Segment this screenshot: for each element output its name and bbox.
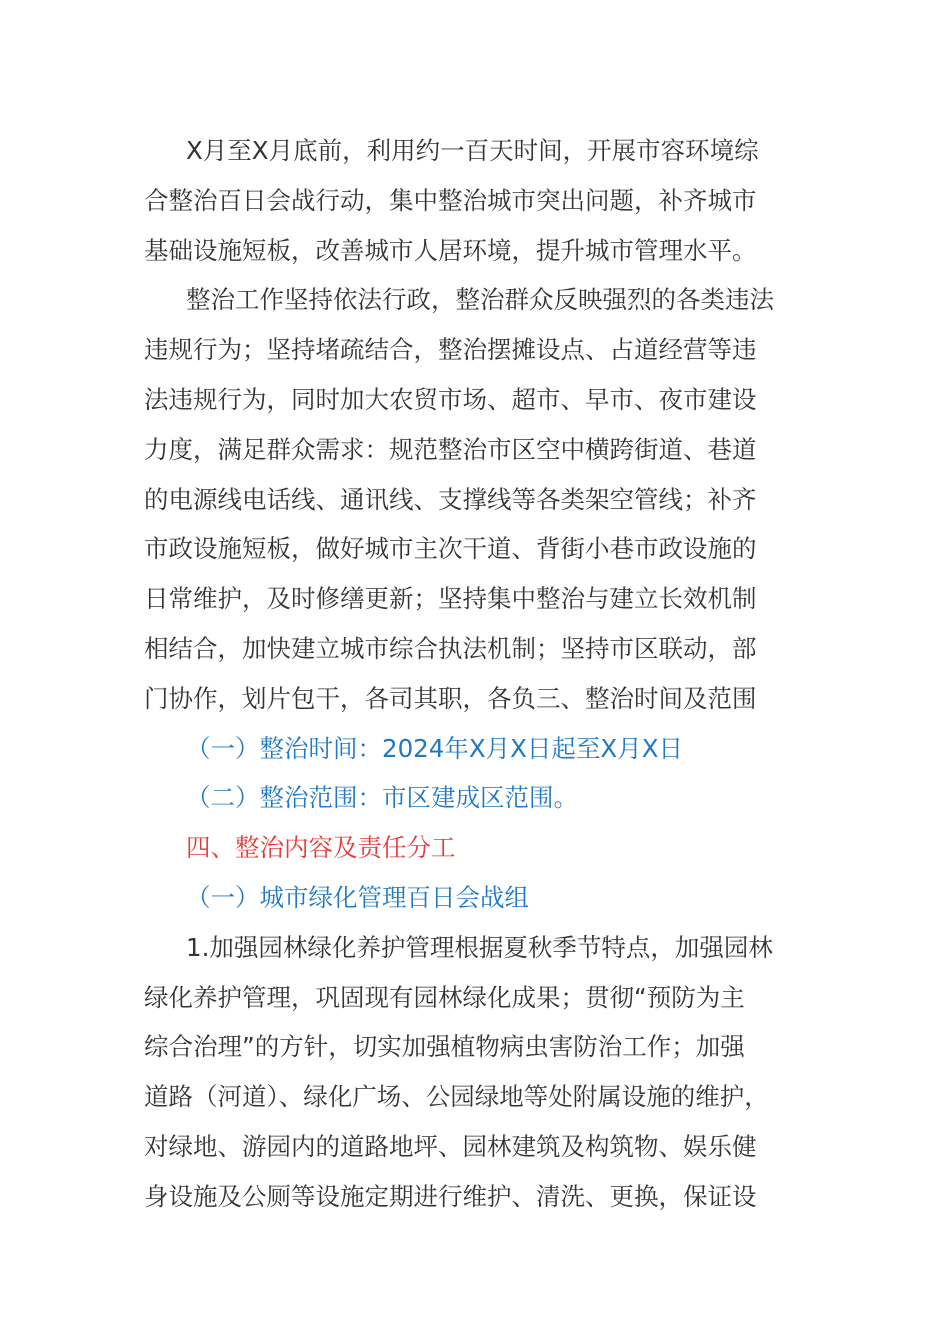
- paragraph-line: 合整治百日会战行动，集中整治城市突出问题，补齐城市: [144, 185, 757, 215]
- paragraph-line: 整治工作坚持依法行政，整治群众反映强烈的各类违法: [186, 285, 774, 315]
- paragraph-line: 市政设施短板，做好城市主次干道、背街小巷市政设施的: [144, 534, 757, 564]
- subheading-scope: （二）整治范围：市区建成区范围。: [186, 783, 578, 813]
- paragraph-line: 基础设施短板，改善城市人居环境，提升城市管理水平。: [144, 235, 757, 265]
- paragraph-line: 违规行为；坚持堵疏结合，整治摆摊设点、占道经营等违: [144, 335, 757, 365]
- paragraph-line: 1.加强园林绿化养护管理根据夏秋季节特点，加强园林: [186, 932, 773, 962]
- paragraph-line: 对绿地、游园内的道路地坪、园林建筑及构筑物、娱乐健: [144, 1131, 757, 1161]
- paragraph-line: 相结合，加快建立城市综合执法机制；坚持市区联动，部: [144, 633, 757, 663]
- paragraph-line: 绿化养护管理，巩固现有园林绿化成果；贯彻“预防为主: [144, 982, 745, 1012]
- paragraph-line: 道路（河道）、绿化广场、公园绿地等处附属设施的维护，: [144, 1082, 769, 1112]
- subheading-greening-group: （一）城市绿化管理百日会战组: [186, 882, 529, 912]
- section-heading: 四、整治内容及责任分工: [186, 833, 456, 863]
- paragraph-line: 力度，满足群众需求：规范整治市区空中横跨街道、巷道: [144, 434, 757, 464]
- paragraph-line: 身设施及公厕等设施定期进行维护、清洗、更换，保证设: [144, 1181, 757, 1211]
- paragraph-line: 法违规行为，同时加大农贸市场、超市、早市、夜市建设: [144, 384, 757, 414]
- paragraph-line: X月至X月底前，利用约一百天时间，开展市容环境综: [186, 136, 759, 165]
- paragraph-line: 的电源线电话线、通讯线、支撑线等各类架空管线；补齐: [144, 484, 757, 514]
- paragraph-line: 综合治理”的方针，切实加强植物病虫害防治工作；加强: [144, 1032, 745, 1062]
- document-body: [144, 126, 812, 1222]
- subheading-time: （一）整治时间：2024年X月X日起至X月X日: [186, 733, 683, 763]
- paragraph-line: 日常维护，及时修缮更新；坚持集中整治与建立长效机制: [144, 584, 757, 614]
- paragraph-line: 门协作，划片包干，各司其职，各负三、整治时间及范围: [144, 683, 757, 713]
